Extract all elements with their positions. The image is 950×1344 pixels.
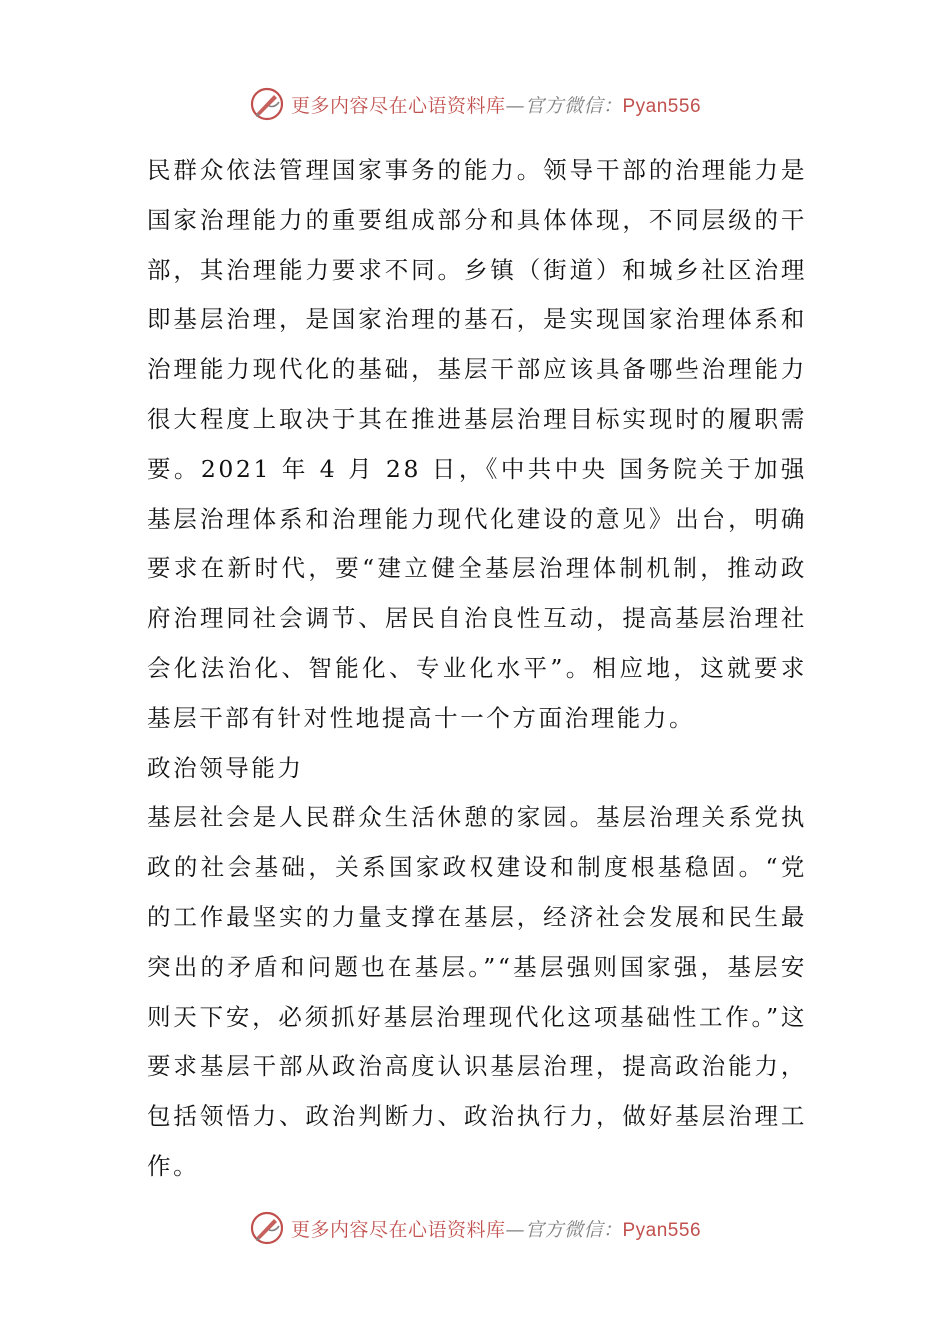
header-official-label: 官方微信： (524, 94, 623, 117)
header-wechat-id: Pyan556 (622, 95, 702, 117)
footer-banner (0, 1210, 950, 1246)
header-site-name: 更多内容尽在心语资料库 (290, 94, 506, 117)
header-text (291, 91, 701, 118)
footer-site-name: 更多内容尽在心语资料库 (290, 1218, 506, 1241)
header-banner (0, 86, 950, 122)
paragraph-2: 基层社会是人民群众生活休憩的家园。基层治理关系党执政的社会基础，关系国家政权建设和制度根基稳固。“党的工作最坚实的力量支撑在基层，经济社会发展和民生最突出的矛盾和问题也在基层。”“基层强则国家强，基层安则天下安，必须抓好基层治理现代化这项基础性工作。”这要求基层干部从政治高度认识基层治理，提高政治能力，包括领悟力、政治判断力、政治执行力，做好基层治理工作。 (147, 803, 807, 1180)
pen-quill-logo-icon (249, 86, 285, 122)
pen-quill-logo-icon (249, 1210, 285, 1246)
footer-official-label: 官方微信： (524, 1218, 623, 1241)
header-dash: — (505, 94, 525, 117)
section-heading: 政治领导能力 (147, 753, 304, 782)
paragraph-1: 民群众依法管理国家事务的能力。领导干部的治理能力是国家治理能力的重要组成部分和具体体现，不同层级的干部，其治理能力要求不同。乡镇（街道）和城乡社区治理即基层治理，是国家治理的基石，是实现国家治理体系和治理能力现代化的基础，基层干部应该具备哪些治理能力很大程度上取决于其在推进基层治理目标实现时的履职需要。2021 年 4 月 28 日，《中共中央 国务院关于加强基层治理体系和治理能力现代化建设的意见》出台，明确要求在新时代，要“建立健全基层治理体制机制，推动政府治理同社会调节、居民自治良性互动，提高基层治理社会化法治化、智能化、专业化水平”。相应地，这就要求基层干部有针对性地提高十一个方面治理能力。 (147, 156, 807, 732)
document-body (147, 146, 807, 1192)
footer-text (291, 1215, 701, 1242)
footer-wechat-id: Pyan556 (622, 1219, 702, 1241)
footer-dash: — (505, 1218, 525, 1241)
